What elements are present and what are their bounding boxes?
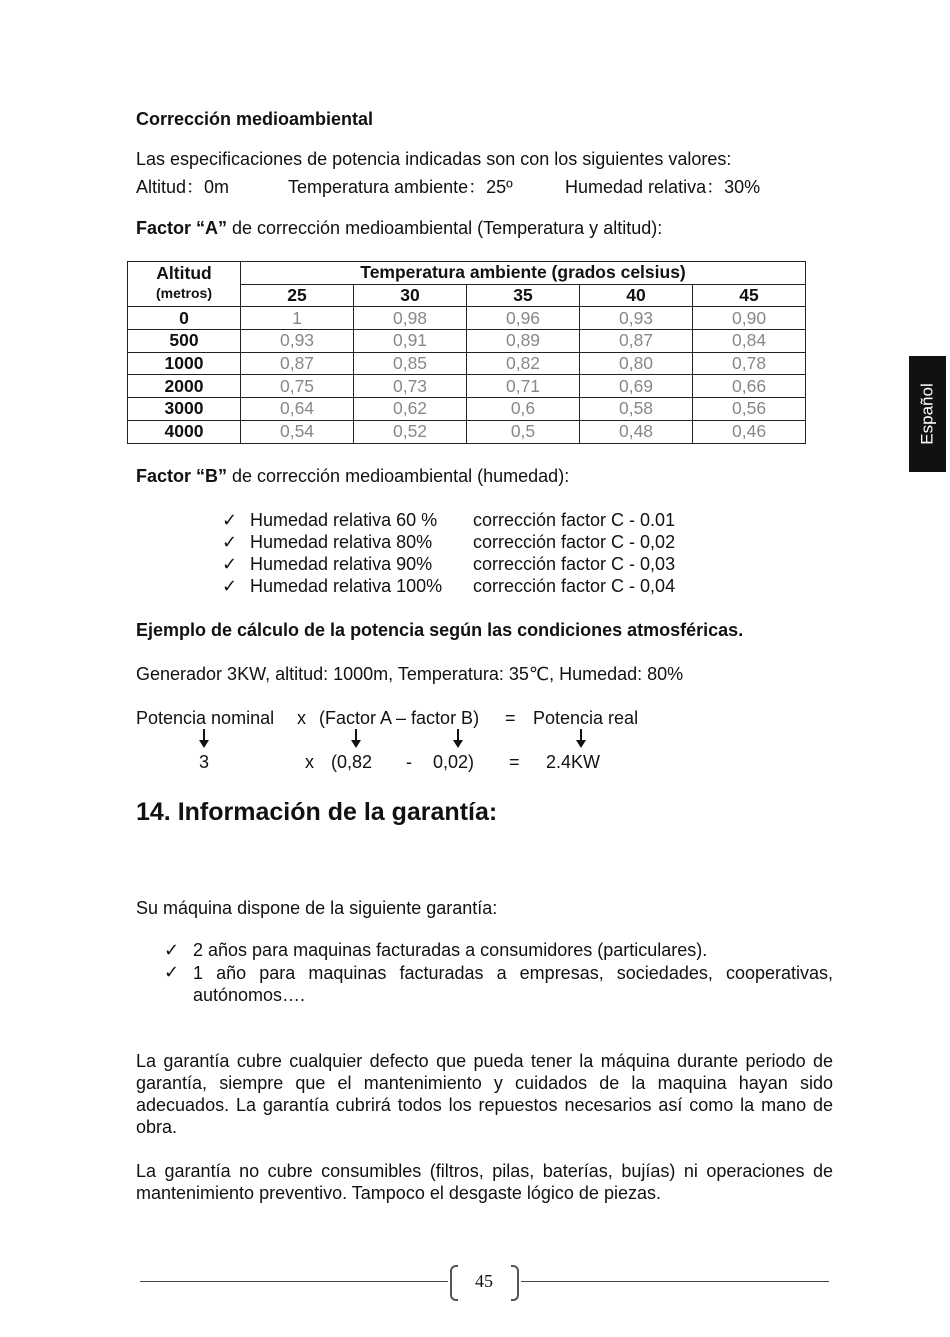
- table-row: [128, 398, 806, 421]
- formula-factors: (Factor A – factor B): [319, 708, 480, 728]
- check-icon: ✓: [164, 962, 180, 982]
- table-row: [128, 307, 806, 330]
- value-cell: 0,5: [467, 420, 580, 443]
- humidity-item: Humedad relativa 90%: [250, 554, 433, 574]
- altitude-cell: 0: [128, 307, 241, 330]
- value-cell: 0,58: [580, 398, 693, 421]
- altitude-cell: 4000: [128, 420, 241, 443]
- humidity-correction: corrección factor C - 0,03: [473, 554, 676, 574]
- footer-rule: [521, 1281, 829, 1282]
- check-icon: ✓: [222, 510, 238, 530]
- factor-b-text: de corrección medioambiental (humedad):: [227, 466, 570, 486]
- factor-b-label: Factor “B”: [136, 466, 228, 486]
- warranty-intro: Su máquina dispone de la siguiente garantía:: [136, 898, 498, 918]
- altitude-cell: 500: [128, 330, 241, 353]
- value-cell: 0,62: [354, 398, 467, 421]
- example-title: Ejemplo de cálculo de la potencia según las condiciones atmosféricas.: [136, 620, 744, 640]
- warranty-item: 1 año para maquinas facturadas a empresas, sociedades, cooperativas, autónomos….: [193, 963, 833, 1005]
- warranty-paragraph: La garantía no cubre consumibles (filtros, pilas, baterías, bujías) ni operaciones de mantenimiento preventivo. Tampoco el desgaste lógico de piezas.: [136, 1161, 833, 1203]
- value-cell: 0,66: [693, 375, 806, 398]
- column-header: 35: [467, 284, 580, 307]
- value-cell: 0,85: [354, 352, 467, 375]
- value-cell: 0,48: [580, 420, 693, 443]
- spec-altitude: Altitud：0m: [136, 177, 230, 197]
- correction-table: [127, 261, 806, 444]
- formula-real: Potencia real: [533, 708, 639, 728]
- column-header: 30: [354, 284, 467, 307]
- example-conditions: Generador 3KW, altitud: 1000m, Temperatura: 35℃, Humedad: 80%: [136, 664, 684, 684]
- bracket-right-icon: [511, 1265, 519, 1301]
- table-row: [128, 420, 806, 443]
- factor-a-text: de corrección medioambiental (Temperatura y altitud):: [227, 218, 663, 238]
- calc-minus: -: [406, 752, 412, 772]
- formula-times: x: [297, 708, 306, 728]
- value-cell: 0,96: [467, 307, 580, 330]
- page-number: 45: [475, 1271, 493, 1291]
- altitude-cell: 3000: [128, 398, 241, 421]
- calc-factor-a: (0,82: [331, 752, 373, 772]
- value-cell: 0,91: [354, 330, 467, 353]
- altitude-cell: 1000: [128, 352, 241, 375]
- column-header: 25: [241, 284, 354, 307]
- factor-b-heading: [136, 466, 569, 487]
- value-cell: 0,75: [241, 375, 354, 398]
- formula-equals: =: [505, 708, 516, 728]
- check-icon: ✓: [222, 576, 238, 596]
- humidity-item: Humedad relativa 80%: [250, 532, 433, 552]
- value-cell: 0,64: [241, 398, 354, 421]
- value-cell: 0,80: [580, 352, 693, 375]
- formula-nominal: Potencia nominal: [136, 708, 275, 728]
- language-tab-label: Español: [917, 383, 937, 445]
- column-header: 45: [693, 284, 806, 307]
- factor-a-heading: [136, 218, 662, 239]
- value-cell: 0,71: [467, 375, 580, 398]
- warranty-heading: 14. Información de la garantía:: [136, 798, 498, 826]
- value-cell: 0,69: [580, 375, 693, 398]
- value-cell: 0,82: [467, 352, 580, 375]
- value-cell: 0,90: [693, 307, 806, 330]
- value-cell: 0,84: [693, 330, 806, 353]
- altitude-header-title: Altitud: [156, 263, 212, 283]
- value-cell: 0,89: [467, 330, 580, 353]
- table-row: [128, 330, 806, 353]
- table-header-row: [128, 262, 806, 285]
- calc-result: 2.4KW: [546, 752, 601, 772]
- humidity-correction: corrección factor C - 0,02: [473, 532, 676, 552]
- footer-rule: [140, 1281, 448, 1282]
- value-cell: 0,56: [693, 398, 806, 421]
- calc-times: x: [305, 752, 314, 772]
- language-tab: [909, 356, 946, 472]
- altitude-cell: 2000: [128, 375, 241, 398]
- value-cell: 0,78: [693, 352, 806, 375]
- table-row: [128, 352, 806, 375]
- humidity-correction: corrección factor C - 0.01: [473, 510, 676, 530]
- check-icon: ✓: [222, 532, 238, 552]
- altitude-header: [128, 262, 241, 307]
- value-cell: 1: [241, 307, 354, 330]
- value-cell: 0,52: [354, 420, 467, 443]
- bracket-left-icon: [450, 1265, 458, 1301]
- spec-temperature: Temperatura ambiente：25º: [288, 177, 513, 197]
- humidity-item: Humedad relativa 100%: [250, 576, 443, 596]
- calc-equals: =: [509, 752, 520, 772]
- spec-humidity: Humedad relativa：30%: [565, 177, 761, 197]
- calc-factor-b: 0,02): [433, 752, 475, 772]
- value-cell: 0,46: [693, 420, 806, 443]
- check-icon: ✓: [164, 940, 180, 960]
- calc-nominal: 3: [199, 752, 210, 772]
- value-cell: 0,93: [580, 307, 693, 330]
- section-title: Corrección medioambiental: [136, 109, 374, 129]
- factor-a-label: Factor “A”: [136, 218, 228, 238]
- humidity-item: Humedad relativa 60 %: [250, 510, 438, 530]
- table-row: [128, 375, 806, 398]
- value-cell: 0,6: [467, 398, 580, 421]
- value-cell: 0,93: [241, 330, 354, 353]
- intro-text: Las especificaciones de potencia indicadas son con los siguientes valores:: [136, 149, 732, 169]
- warranty-paragraph: La garantía cubre cualquier defecto que pueda tener la máquina durante periodo de garantía, siempre que el mantenimiento y cuidados de la maquina hayan sido adecuados. La garantía cubrirá todos los repuestos necesarios así como la mano de obra.: [136, 1051, 833, 1137]
- value-cell: 0,87: [241, 352, 354, 375]
- column-header: 40: [580, 284, 693, 307]
- value-cell: 0,98: [354, 307, 467, 330]
- temperature-group-header: Temperatura ambiente (grados celsius): [241, 262, 806, 285]
- value-cell: 0,54: [241, 420, 354, 443]
- warranty-item: 2 años para maquinas facturadas a consumidores (particulares).: [193, 940, 708, 960]
- value-cell: 0,73: [354, 375, 467, 398]
- value-cell: 0,87: [580, 330, 693, 353]
- check-icon: ✓: [222, 554, 238, 574]
- humidity-correction: corrección factor C - 0,04: [473, 576, 676, 596]
- altitude-header-unit: (metros): [155, 285, 212, 301]
